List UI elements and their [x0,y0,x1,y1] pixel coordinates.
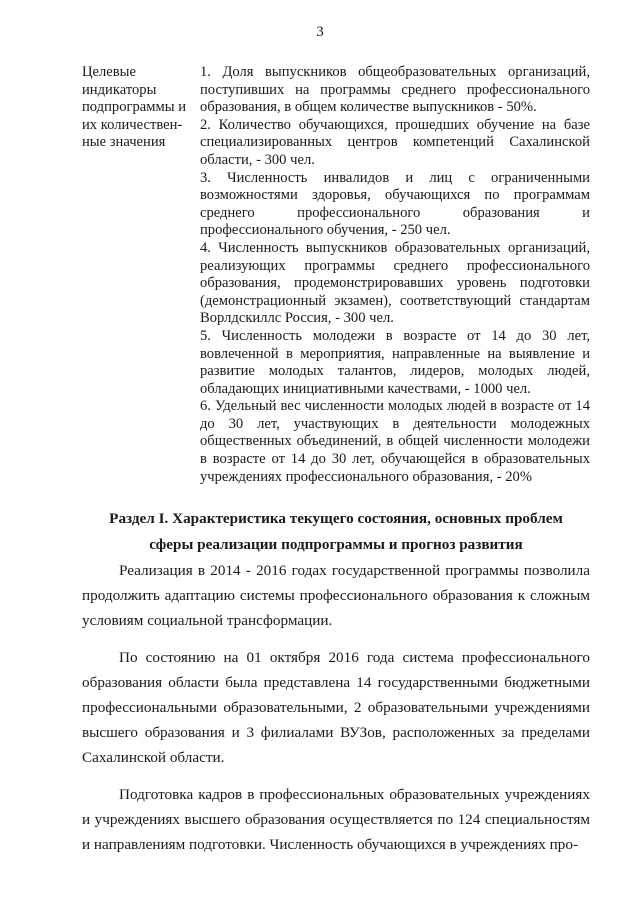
indicator-item-3: 3. Численность инвалидов и лиц с ограниченными возможностями здоровья, обучающихся по программам среднего профессионального образования и профессионального обучения, - 250 чел. [200,169,590,239]
section-heading [82,506,590,558]
indicators-label: Целевые индикаторы подпрограммы и их количествен- ные значения [82,64,187,151]
indicator-item-4: 4. Численность выпускников образовательных организаций, реализующих программы среднего профессионального образования, продемонстрировавших уровень подготовки (демонстрационный экзамен), соответствующий стандартам Ворлдскиллс Россия, - 300 чел. [200,239,590,327]
page-number: 3 [316,24,324,40]
indicator-item-2: 2. Количество обучающихся, прошедших обучение на базе специализированных центров компетенций Сахалинской области, - 300 чел. [200,116,590,168]
section-heading-line-1: Раздел I. Характеристика текущего состояния, основных проблем [109,510,563,527]
section-heading-line-2: сферы реализации подпрограммы и прогноз развития [149,536,523,553]
indicator-item-5: 5. Численность молодежи в возрасте от 14 до 30 лет, вовлеченной в мероприятия, направленные на выявление и развитие молодых талантов, лидеров, молодых людей, обладающих инициативными качествами, - 1000 чел. [200,327,590,397]
target-indicators-table [82,64,590,486]
indicator-item-6: 6. Удельный вес численности молодых людей в возрасте от 14 до 30 лет, участвующих в деятельности молодежных общественных объединений, в общей численности молодежи в возрасте от 14 до 30 лет, обучающейся в образовательных учреждениях профессионального образования, - 20% [200,398,590,485]
paragraph-2: По состоянию на 01 октября 2016 года система профессионального образования области была представлена 14 государственными бюджетными профессиональными образовательными, 2 образовательными учреждениями высшего образования и 3 филиалами ВУЗов, расположенных за пределами Сахалинской области. [82,649,590,766]
section-body [82,558,590,869]
paragraph-1: Реализация в 2014 - 2016 годах государственной программы позволила продолжить адаптацию системы профессионального образования к сложным условиям социальной трансформации. [82,562,590,629]
indicators-list [200,64,590,486]
paragraph-3: Подготовка кадров в профессиональных образовательных учреждениях и учреждениях высшего образования осуществляется по 124 специальностям и направлениям подготовки. Численность обучающихся в учреждениях про- [82,786,590,853]
indicator-item-1: 1. Доля выпускников общеобразовательных организаций, поступивших на программы среднего профессионального образования, в общем количестве выпускников - 50%. [200,64,590,116]
